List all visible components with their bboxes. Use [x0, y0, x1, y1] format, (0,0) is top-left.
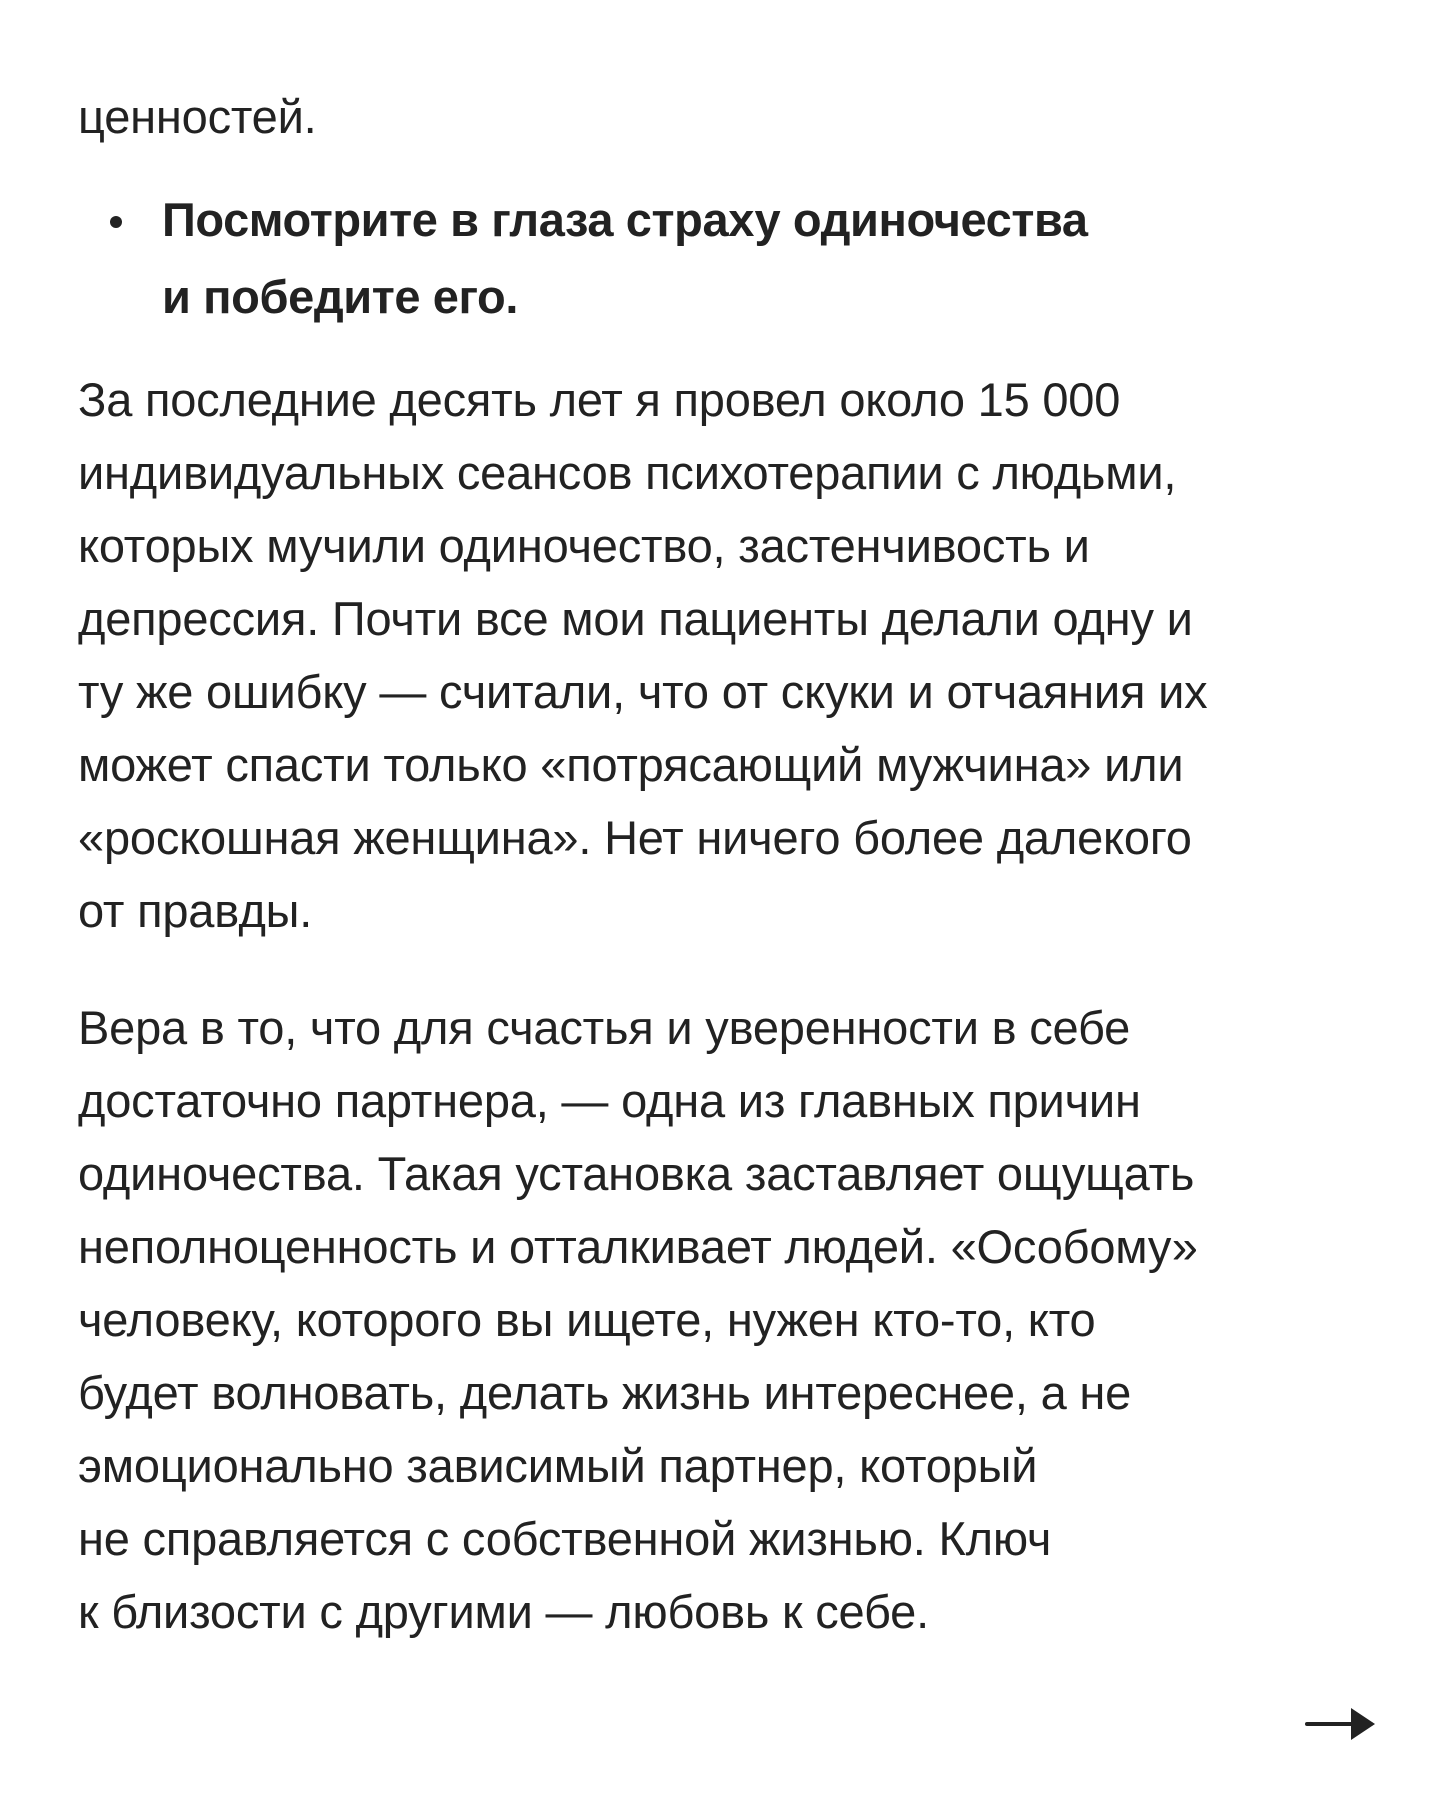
paragraph-1 — [78, 363, 1368, 947]
paragraph-line: может спасти только «потрясающий мужчина» или — [78, 738, 1184, 791]
paragraph-line: которых мучили одиночество, застенчивость и — [78, 519, 1090, 572]
bullet-line: и победите его. — [162, 270, 519, 323]
arrow-right-icon[interactable] — [1305, 1702, 1377, 1746]
paragraph-line: человеку, которого вы ищете, нужен кто-то, кто — [78, 1293, 1096, 1346]
paragraph-line: За последние десять лет я провел около 15 000 — [78, 373, 1121, 426]
paragraph-line: достаточно партнера, — одна из главных причин — [78, 1074, 1141, 1127]
page-content — [78, 80, 1368, 1648]
paragraph-line: от правды. — [78, 884, 313, 937]
paragraph-line: индивидуальных сеансов психотерапии с людьми, — [78, 446, 1177, 499]
paragraph-line: одиночества. Такая установка заставляет ощущать — [78, 1147, 1195, 1200]
bullet-item — [78, 181, 1368, 335]
paragraph-line: к близости с другими — любовь к себе. — [78, 1585, 929, 1638]
paragraph-line: неполноценность и отталкивает людей. «Особому» — [78, 1220, 1198, 1273]
continuation-text: ценностей. — [78, 90, 317, 143]
paragraph-line: «роскошная женщина». Нет ничего более далекого — [78, 811, 1192, 864]
bullet-dot-icon — [110, 216, 122, 228]
paragraph-line: не справляется с собственной жизнью. Ключ — [78, 1512, 1052, 1565]
bullet-line: Посмотрите в глаза страху одиночества — [162, 193, 1088, 246]
paragraph-line: эмоционально зависимый партнер, который — [78, 1439, 1038, 1492]
paragraph-line: депрессия. Почти все мои пациенты делали одну и — [78, 592, 1193, 645]
paragraph-line: будет волновать, делать жизнь интереснее, а не — [78, 1366, 1132, 1419]
paragraph-2 — [78, 991, 1368, 1648]
paragraph-line: ту же ошибку — считали, что от скуки и отчаяния их — [78, 665, 1208, 718]
paragraph-line: Вера в то, что для счастья и уверенности в себе — [78, 1001, 1131, 1054]
